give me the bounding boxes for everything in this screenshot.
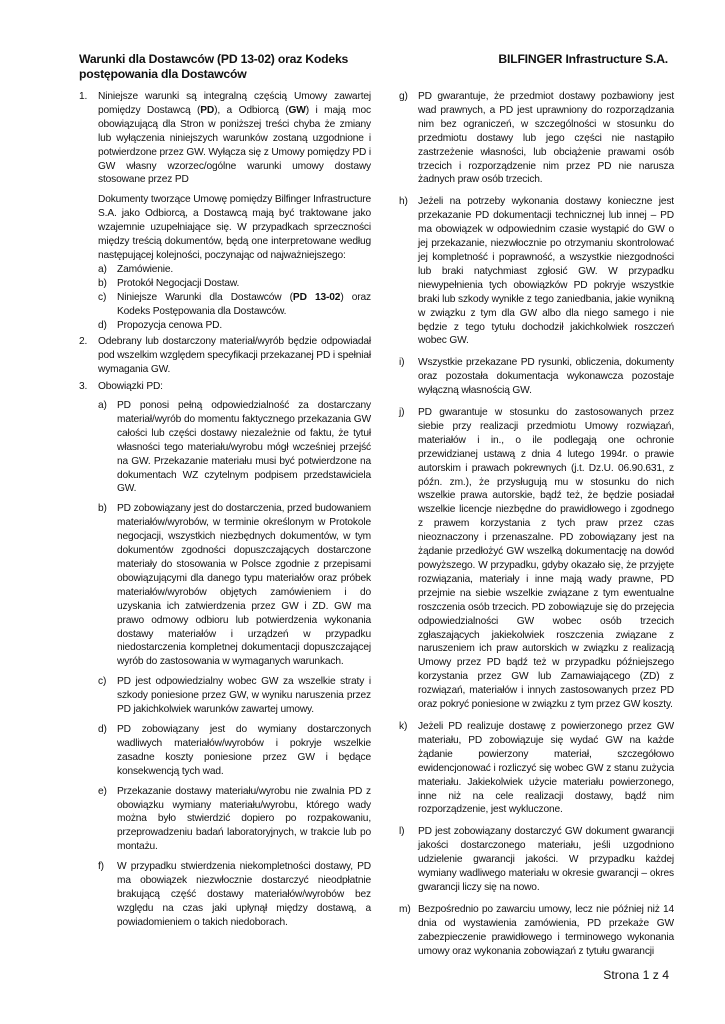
text-run: ), a Odbiorcą ( [214,104,289,116]
recipient-abbrev: GW [288,104,306,116]
clause-2-text: Odebrany lub dostarczony materiał/wyrób będzie odpowiadał pod wszelkim względem specyfikacji przekazanej PD i spełniał wymagania GW. [98,336,371,376]
list-marker: a) [98,263,107,275]
obligation-item [399,406,674,712]
list-item [98,291,371,319]
obligation-item [399,720,674,817]
obligation-text: PD zobowiązany jest do dostarczenia, przed budowaniem materiałów/wyrobów, w terminie określonym w Protokole negocjacji, wszystkich niezbędnych dokumentów, w tym dokumentów zgodności dopuszczających dostarczone materiały do stosowania w Polsce zgodnie z przepisami obowiązującymi dla danego typu materiałów oraz próbek materiałów/wyrobów objętych zamówieniem i do uzyskania ich zatwierdzenia przez GW i ZD. GW ma prawo odmowy odbioru lub potwierdzenia wykonania dostawy materiałów i urządzeń w przypadku niedostarczenia kompletnej dokumentacji dopuszczającej wyrób do zastosowania w wymaganych warunkach. [117,503,371,668]
obligation-text: Jeżeli na potrzeby wykonania dostawy konieczne jest przekazanie PD dokumentacji technicznej lub innej – PD ma obowiązek w odpowiednim czasie wystąpić do GW o jej przekazanie, niezwłocznie po otrzymaniu skontrolować jej kompletność i poprawność, a wszystkie niezgodności lub braki natychmiast zgłosić GW. W przypadku niewypełnienia tych obowiązków PD pokryje wszystkie braki lub szkody wynikłe z tego zaniedbania, jakie wynikną w związku z tym dla GW albo dla niego samego i nie będzie z tego tytułu dochodził jakichkolwiek roszczeń wobec GW. [418,196,674,347]
document-priority-list [98,263,371,333]
list-item [98,263,371,277]
list-marker: k) [399,720,408,732]
page-number: Strona 1 z 4 [603,968,669,982]
list-marker: c) [98,676,107,688]
obligation-text: PD gwarantuje w stosunku do zastosowanych przez siebie przy realizacji przedmiotu Umowy rozwiązań, materiałów i in., o ile podlegają one ochronie przewidzianej ustawą z dnia 4 lutego 1994r. o prawie autorskim i prawach pokrewnych (j.t. Dz.U. 06.90.631, z późn. zm.), że przysługują mu w stosunku do nich wszelkie prawa autorskie, bądź też, że będzie posiadał wszelkie licencje niezbędne do prawidłowego i zgodnego z prawem korzystania z tych praw przez czas nieoznaczony i przenaszalne. PD zobowiązany jest na żądanie przedłożyć GW wszelką dokumentację na dowód powyższego. W przypadku, gdyby okazało się, że przyjęte rozwiązania, materiały i inne mają wady prawne, PD przejmie na siebie wszelkie związane z tym ewentualne roszczenia osób trzecich. PD zobowiązuje się do przejęcia odpowiedzialności GW wobec osób trzecich zgłaszających jakiekolwiek roszczenia związane z naruszeniem ich praw autorskich w związku z realizacją Umowy przez PD bądź też w przypadku późniejszego korzystania przez GW lub Zamawiającego (ZD) z rozwiązań, materiałów i innych zastosowanych przez PD oraz pokryć poniesione w związku z tym przez GW koszty. [418,407,674,711]
document-title: Warunki dla Dostawców (PD 13-02) oraz Kodeks postępowania dla Dostawców [79,52,349,81]
list-item [98,319,371,333]
list-marker: d) [98,723,107,735]
supplier-abbrev: PD [200,104,215,116]
clause-3 [79,380,371,930]
obligation-item [399,825,674,895]
obligation-text: Bezpośrednio po zawarciu umowy, lecz nie później niż 14 dnia od wystawienia zamówienia, PD przekaże GW zabezpieczenie prawidłowego i terminowego wykonania umowy oraz wykonania zobowiązań z tytułu gwarancji [418,903,674,957]
list-item-text: Propozycja cenowa PD. [117,319,223,331]
obligation-item [98,399,371,496]
obligation-text: W przypadku stwierdzenia niekompletności dostawy, PD ma obowiązek niezwłocznie dostarczyć nieodpłatnie brakującą część dostawy materiałów/wyrobów bez względu na czas jaki upłynął między dostawą, a powiadomieniem o takich niedoborach. [117,861,371,928]
obligation-text: PD jest zobowiązany dostarczyć GW dokument gwarancji jakości dostarczonego materiału, jeśli uzgodniono udzielenie gwarancji jakości. W przypadku każdej wymiany wadliwego materiału w okresie gwarancji – okres gwarancji liczy się na nowo. [418,826,674,893]
list-marker: b) [98,503,107,515]
right-column [399,90,674,961]
obligation-text: Przekazanie dostawy materiału/wyrobu nie zwalnia PD z obowiązku wymiany materiału/wyrobu, którego wady można było stwierdzić dopiero po rozpakowaniu, przeprowadzeniu badań laboratoryjnych, w trakcie lub po montażu. [117,785,371,853]
text-run: Niniejsze warunki są integralną częścią Umowy zawartej pomiędzy Dostawcą ( [98,91,371,116]
obligation-item [98,675,371,717]
text-run: ) i mają moc obowiązującą dla Stron w poniższej treści chyba że zmiany lub wyłączenia niniejszych warunków zostaną uzgodnione i potwierdzone przez GW. Wyłącza się z Umowy pomiędzy PD i GW własny wzorzec/ogólne warunki umowy dostawy stosowane przez PD [98,104,371,186]
list-marker: c) [98,291,107,303]
clause-number: 1. [79,91,88,102]
clause-3-heading: Obowiązki PD: [98,381,163,393]
list-marker: l) [399,826,405,838]
list-marker: b) [98,277,107,289]
obligation-text: PD jest odpowiedzialny wobec GW za wszelkie straty i szkody poniesione przez GW, w wyniku naruszenia przez PD jakichkolwiek warunków zawartej umowy. [117,676,371,716]
list-item-text: Zamówienie. [117,263,174,275]
obligation-item [399,90,674,187]
list-marker: i) [399,357,405,369]
left-column [79,90,371,936]
list-marker: m) [399,903,411,915]
obligation-text: Wszystkie przekazane PD rysunki, obliczenia, dokumenty oraz pozostała dokumentacja wykonawcza pozostaje wyłączną własnością GW. [418,357,674,397]
obligation-item [98,502,371,669]
obligation-text: PD gwarantuje, że przedmiot dostawy pozbawiony jest wad prawnych, a PD jest uprawniony do rozporządzania nim bez ograniczeń, w szczególności w stosunku do przedmiotu dostawy lub jego części nie nastąpiło zastrzeżenie własności, lub obciążenie prawami osób trzecich i rozporządzenie nim przez PD nie narusza żadnych praw osób trzecich. [418,91,674,186]
obligation-item [98,785,371,855]
list-marker: f) [98,861,104,873]
clause-1 [79,90,371,332]
obligation-text: Jeżeli PD realizuje dostawę z powierzonego przez GW materiału, PD zobowiązuje się wydać GW na każde żądanie powierzony materiał, szczegółowo ewidencjonować i rozliczyć się wobec GW z stanu zużycia materiału. Jakiekolwiek użycie materiału powierzonego, inne niż na cele realizacji dostawy, bądź nim rozporządzenie, jest wykluczone. [418,720,674,816]
list-marker: j) [399,407,405,419]
list-item [98,277,371,291]
obligation-text: PD zobowiązany jest do wymiany dostarczonych wadliwych materiałów/wyrobów i pokryje wszelkie zasadne koszty poniesione przez GW i będące konsekwencją tych wad. [117,723,371,777]
list-item-text: Niniejsze Warunki dla Dostawców ( [117,291,293,303]
clause-2 [79,335,371,377]
list-marker: g) [399,91,408,102]
clause-1-documents-paragraph: Dokumenty tworzące Umowę pomiędzy Bilfinger Infrastructure S.A. jako Odbiorcą, a Dostawcą mają być traktowane jako wzajemnie uzupełniające się. W przypadkach sprzeczności między treścią dokumentów, będą one interpretowane według następującej kolejności, poczynając od najważniejszego: [98,194,371,261]
company-name: BILFINGER Infrastructure S.A. [498,52,668,66]
list-item-text: ) oraz Kodeks Postępowania dla Dostawców. [117,291,371,317]
clause-number: 3. [79,381,88,393]
obligation-item [399,356,674,398]
clause-number: 2. [79,336,88,348]
obligation-text: PD ponosi pełną odpowiedzialność za dostarczany materiał/wyrób do momentu faktycznego przekazania GW całości lub części dostawy niezależnie od faktu, że tytuł własności tego materiału/wyrobu mógł wcześniej przejść na GW. Przekazanie materiału musi być potwierdzone na dokumentach WZ czytelnym podpisem przedstawiciela GW. [117,400,371,495]
obligation-item [98,723,371,779]
list-marker: e) [98,785,107,797]
list-marker: d) [98,319,107,331]
clause-1-text [98,90,371,187]
list-marker: a) [98,400,107,412]
obligation-item [399,903,674,959]
list-item-text: Protokół Negocjacji Dostaw. [117,277,240,289]
document-code: PD 13-02 [292,291,341,303]
list-marker: h) [399,196,408,208]
obligation-item [98,860,371,930]
obligation-item [399,195,674,348]
